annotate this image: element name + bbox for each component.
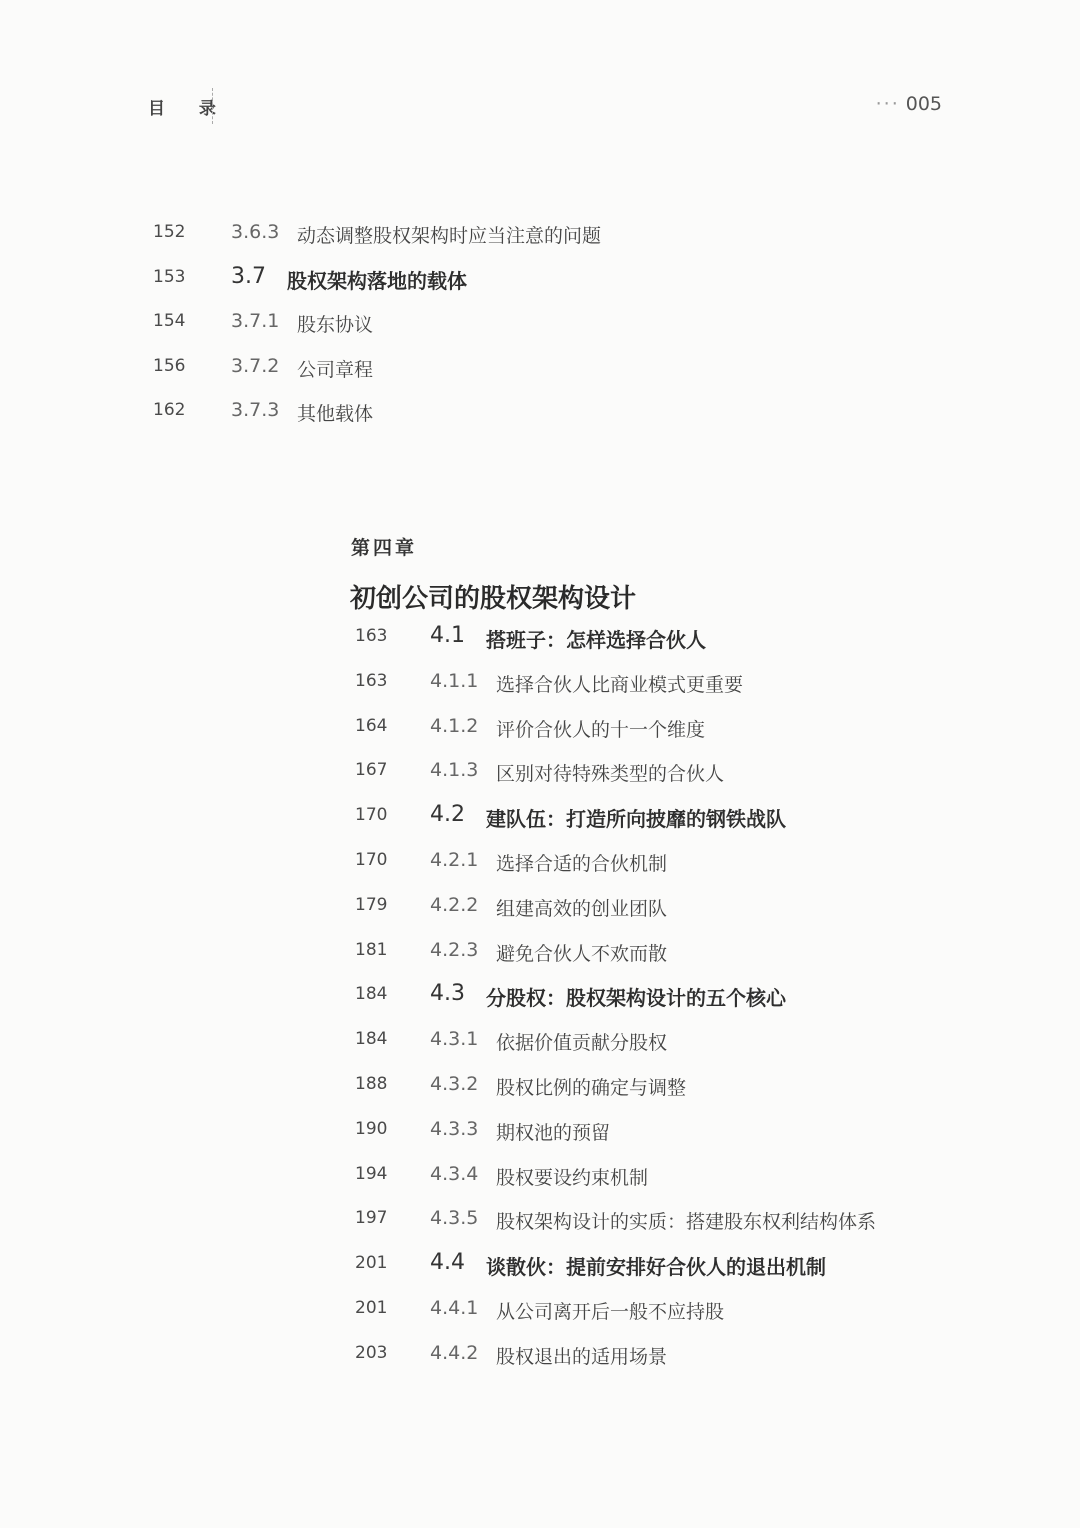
toc-entry-title: 股权退出的适用场景 — [496, 1345, 668, 1368]
toc-page-number: 184 — [355, 984, 388, 1005]
toc-page-number: 170 — [355, 805, 388, 826]
toc-section-number: 4.3.3 — [430, 1117, 479, 1140]
chapter-title: 初创公司的股权架构设计 — [350, 584, 637, 614]
toc-section-number: 4.3.4 — [430, 1162, 479, 1185]
toc-section-number: 4.4.1 — [430, 1297, 479, 1319]
toc-entry-title: 股权要设约束机制 — [496, 1166, 649, 1189]
toc-entry-title: 股权比例的确定与调整 — [496, 1077, 687, 1099]
toc-page-number: 164 — [355, 715, 388, 736]
toc-entry-title: 评价合伙人的十一个维度 — [496, 718, 706, 741]
toc-entry-title: 股权架构落地的载体 — [287, 268, 467, 293]
toc-section-number: 3.7.2 — [231, 354, 280, 377]
toc-entry-title: 区别对待特殊类型的合伙人 — [496, 763, 725, 786]
toc-page-number: 181 — [355, 939, 388, 960]
toc-entry-title: 谈散伙：提前安排好合伙人的退出机制 — [486, 1255, 826, 1280]
toc-page-number: 170 — [355, 850, 388, 870]
toc-page-number: 152 — [153, 222, 186, 242]
toc-entry-title: 从公司离开后一般不应持股 — [496, 1301, 725, 1323]
page-number: 005 — [905, 93, 942, 115]
running-header-title: 目 录 — [148, 99, 230, 119]
toc-entry-title: 股东协议 — [297, 314, 374, 336]
toc-section-number: 3.7.1 — [231, 310, 280, 332]
running-header-page — [876, 93, 942, 115]
toc-section-number: 4.2 — [430, 802, 465, 828]
toc-page-number: 162 — [153, 400, 186, 420]
toc-page-number: 197 — [355, 1208, 388, 1229]
toc-entry-title: 建队伍：打造所向披靡的钢铁战队 — [486, 807, 786, 832]
toc-section-number: 4.3.5 — [430, 1207, 479, 1230]
toc-entry-title: 搭班子：怎样选择合伙人 — [486, 628, 706, 652]
toc-section-number: 4.1.3 — [430, 759, 479, 782]
toc-entry-title: 组建高效的创业团队 — [496, 897, 668, 920]
toc-entry-title: 公司章程 — [297, 358, 374, 381]
toc-entry-title: 其他载体 — [297, 403, 374, 425]
toc-page-number: 201 — [355, 1253, 388, 1274]
toc-page-number: 156 — [153, 355, 186, 376]
toc-section-number: 3.7.3 — [231, 399, 280, 421]
toc-section-number: 4.3.2 — [430, 1073, 479, 1095]
toc-entry-title: 选择合适的合伙机制 — [496, 853, 668, 875]
toc-page-number: 167 — [355, 760, 388, 781]
toc-entry-title: 依据价值贡献分股权 — [496, 1032, 668, 1055]
toc-section-number: 3.7 — [231, 263, 266, 289]
toc-page-number: 153 — [153, 266, 186, 287]
toc-entry-title: 期权池的预留 — [496, 1121, 611, 1144]
toc-section-number: 4.1.1 — [430, 669, 479, 692]
toc-section-number: 4.4.2 — [430, 1341, 479, 1364]
toc-section-number: 3.6.3 — [231, 221, 280, 243]
toc-entry-title: 避免合伙人不欢而散 — [496, 942, 668, 965]
header-divider — [212, 88, 213, 124]
toc-section-number: 4.1.2 — [430, 714, 479, 737]
toc-page-number: 154 — [153, 311, 186, 331]
toc-entry-title: 分股权：股权架构设计的五个核心 — [486, 986, 786, 1011]
toc-entry-title: 股权架构设计的实质：搭建股东权利结构体系 — [496, 1211, 877, 1234]
toc-page-number: 163 — [355, 670, 388, 691]
toc-section-number: 4.1 — [430, 623, 465, 648]
toc-section-number: 4.4 — [430, 1250, 465, 1276]
toc-page-number: 188 — [355, 1074, 388, 1094]
chapter-label: 第四章 — [351, 537, 418, 559]
toc-section-number: 4.3 — [430, 981, 465, 1007]
toc-section-number: 4.2.2 — [430, 893, 479, 916]
header-dots: ··· — [875, 93, 900, 115]
toc-page-number: 194 — [355, 1163, 388, 1184]
toc-section-number: 4.2.1 — [430, 849, 479, 871]
toc-section-number: 4.2.3 — [430, 938, 479, 961]
toc-page-number: 163 — [355, 626, 388, 646]
toc-entry-title: 选择合伙人比商业模式更重要 — [496, 673, 744, 696]
toc-page-number: 203 — [355, 1342, 388, 1363]
toc-page-number: 184 — [355, 1029, 388, 1050]
toc-section-number: 4.3.1 — [430, 1028, 479, 1051]
toc-page-number: 201 — [355, 1298, 388, 1318]
toc-entry-title: 动态调整股权架构时应当注意的问题 — [297, 225, 602, 247]
toc-page-number: 179 — [355, 894, 388, 915]
toc-page-number: 190 — [355, 1118, 388, 1139]
